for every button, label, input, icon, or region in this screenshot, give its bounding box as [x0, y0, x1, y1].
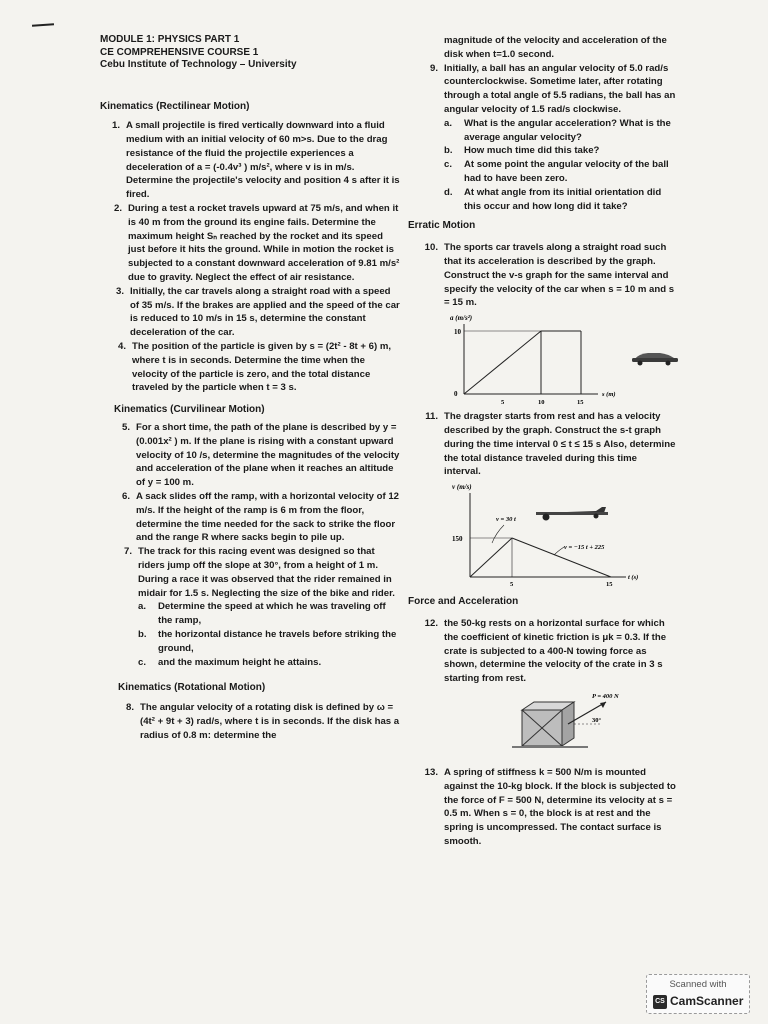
fig11-xtick: 15 [606, 581, 613, 589]
camscanner-watermark [646, 974, 750, 1014]
sub-letter: a. [444, 117, 453, 129]
sub-letter: c. [138, 656, 147, 668]
problem-12 [422, 617, 676, 686]
dragster-icon [536, 507, 608, 521]
problem-number: 4. [117, 341, 126, 353]
sub-text: How much time did this take? [464, 145, 600, 157]
problem-number: 6. [121, 491, 130, 503]
section-rotational: Kinematics (Rotational Motion) [118, 682, 266, 694]
problem-number: 1. [111, 120, 120, 132]
fig10-xlabel: s (m) [602, 391, 616, 399]
header-institution: Cebu Institute of Technology – University [100, 59, 297, 70]
figure-12-crate [508, 690, 676, 760]
fig11-xtick: 5 [510, 581, 514, 589]
fig10-xtick: 5 [501, 399, 505, 407]
problem-number: 5. [121, 422, 130, 434]
sub-letter: a. [138, 601, 147, 613]
problem-text: A sack slides off the ramp, with a horizontal velocity of 12 m/s. If the height of the ramp is 6 m from the floor, determine the time needed for the sack to strike the floor and the range R where sacks begin to pile up. [136, 491, 400, 544]
figure-10-acceleration-graph [446, 312, 676, 410]
header-course: CE COMPREHENSIVE COURSE 1 [100, 46, 259, 58]
problem-number: 13. [424, 766, 438, 778]
problem-9d [444, 186, 676, 214]
fig11-xlabel: t (s) [628, 574, 639, 582]
problem-text: For a short time, the path of the plane is described by y = (0.001x² ) m. If the plane is rising with a constant upward velocity of 10 /s, determine the magnitudes of the velocity and acceleration of the plane when it reaches an altitude of y = 100 m. [136, 422, 400, 489]
camscanner-logo-icon: CS [653, 995, 667, 1009]
fig11-eq1: v = 30 t [496, 516, 516, 524]
fig10-xtick: 10 [538, 399, 545, 407]
fig11-eq2: v = −15 t + 225 [564, 544, 605, 552]
section-erratic: Erratic Motion [408, 220, 476, 232]
fig12-svg [508, 690, 648, 760]
sub-text: and the maximum height he attains. [158, 656, 322, 668]
problem-number: 12. [424, 617, 438, 629]
problem-10 [422, 241, 676, 310]
problem-5 [114, 421, 400, 490]
fig11-ylabel: v (m/s) [452, 483, 472, 492]
problem-number: 11. [425, 411, 438, 423]
problem-text: During a test a rocket travels upward at 75 m/s, and when it is 40 m from the ground its engine fails. Determine the maximum height Sₙ reached by the rocket and its speed just before it hits the ground. While in motion the rocket is subjected to a constant downward acceleration of 9.81 m/s² due to gravity. Neglect the effect of air resistance. [128, 203, 400, 284]
problem-9 [422, 62, 676, 117]
sub-letter: b. [444, 145, 453, 157]
fig10-xtick: 15 [577, 399, 584, 407]
problem-text: Initially, a ball has an angular velocity of 5.0 rad/s counterclockwise. Sometime later, after rotating through a total angle of 5.5 radians, the ball has an angular velocity of 1.5 rad/s clockwise. [444, 62, 676, 115]
fig11-leader-1 [492, 525, 504, 543]
sub-text: At what angle from its initial orientation did this occur and how long did it take? [464, 186, 662, 212]
fig11-ytick: 150 [452, 535, 463, 544]
left-column [100, 34, 400, 743]
problem-number: 8. [125, 702, 134, 714]
watermark-scanned-text: Scanned with [669, 979, 727, 990]
problem-number: 2. [113, 203, 122, 215]
sub-letter: c. [444, 159, 453, 171]
fig10-origin: 0 [454, 390, 458, 399]
fig11-leader-2 [554, 547, 564, 555]
fig11-rising-line [470, 538, 512, 577]
problem-9a [444, 117, 676, 145]
problem-text: Initially, the car travels along a straight road with a speed of 35 m/s. If the brakes are applied and the speed of the car is reduced to 10 m/s in 15 s, determine the constant deceleration of the car. [130, 285, 400, 339]
problem-number: 10. [424, 242, 438, 254]
problem-7b [138, 628, 400, 656]
problem-text: The dragster starts from rest and has a velocity described by the graph. Construct the s-t graph during the time interval 0 ≤ t ≤ 15 s Also, determine the total distance traveled during this time interval. [444, 411, 676, 478]
fig10-svg [446, 312, 686, 410]
problem-text: The position of the particle is given by s = (2t² - 8t + 6) m, where t is in seconds. Determine the time when the velocity of the particle is zero, and the total distance traveled by the particle when t = 3 s. [132, 341, 392, 394]
section-force: Force and Acceleration [408, 596, 519, 608]
fig10-ylabel: a (m/s²) [450, 314, 473, 323]
crate-icon [522, 702, 574, 746]
sub-letter: b. [138, 628, 147, 640]
problem-text: A small projectile is fired vertically downward into a fluid medium with an initial velocity of 60 m>s. Due to the drag resistance of the fluid the projectile experiences a deceleration of a = (-0.4v³ ) m/s², where v is in m/s. Determine the projectile's velocity and position 4 s after it is fired. [126, 120, 400, 201]
problem-number: 7. [123, 546, 132, 558]
header-module: MODULE 1: PHYSICS PART 1 [100, 34, 240, 45]
problem-text: The track for this racing event was designed so that riders jump off the slope at 30°, from a height of 1 m. During a race it was observed that the rider remained in midair for 1.5 s. Neglecting the size of the bike and rider. [138, 546, 395, 599]
problem-7 [116, 545, 400, 600]
problem-4 [110, 340, 400, 395]
problem-text: The sports car travels along a straight road such that its acceleration is described by the graph. Construct the v-s graph for the same interval and specify the velocity of the car when s = 10 m and s = 15 m. [444, 242, 675, 309]
problem-9b [444, 144, 676, 158]
fig12-force-label: P = 400 N [592, 692, 619, 700]
sports-car-icon [632, 353, 678, 366]
scan-mark [32, 23, 54, 27]
problem-text: The angular velocity of a rotating disk is defined by ω = (4t² + 9t + 3) rad/s, where t is in seconds. If the disk has a radius of 0.8 m: determine the [140, 702, 400, 741]
problem-11 [422, 410, 676, 479]
problem-2 [106, 202, 400, 285]
problem-7c [138, 656, 400, 670]
problem-text: A spring of stiffness k = 500 N/m is mounted against the 10-kg block. If the block is subjected to the force of F = 500 N, determine its velocity at s = 0.5 m. When s = 0, the block is at rest and the spring is uncompressed. The contact surface is smooth. [444, 766, 676, 847]
fig11-svg [446, 481, 686, 593]
section-curvilinear: Kinematics (Curvilinear Motion) [114, 404, 265, 416]
right-column [408, 34, 676, 849]
problem-1 [104, 119, 400, 202]
watermark-brand: CamScanner [670, 994, 744, 1008]
sub-text: the horizontal distance he travels before striking the ground, [158, 628, 397, 654]
fig12-angle-label: 30° [592, 716, 602, 724]
problem-3 [108, 285, 400, 340]
problem-7a [138, 600, 400, 628]
figure-11-velocity-graph [446, 481, 676, 593]
problem-8 [118, 701, 400, 742]
sub-letter: d. [444, 186, 453, 198]
fig10-ytick: 10 [454, 328, 461, 337]
problem-8-continued: magnitude of the velocity and acceleration of the disk when t=1.0 second. [444, 35, 667, 60]
problem-9c [444, 158, 676, 186]
problem-number: 9. [429, 62, 438, 74]
problem-6 [114, 490, 400, 545]
sub-text: At some point the angular velocity of the ball had to have been zero. [464, 159, 669, 184]
problem-13 [422, 766, 676, 849]
sub-text: Determine the speed at which he was traveling off the ramp, [158, 601, 386, 627]
problem-number: 3. [115, 285, 124, 297]
section-rectilinear: Kinematics (Rectilinear Motion) [100, 100, 250, 112]
fig10-ramp-line [464, 331, 541, 394]
sub-text: What is the angular acceleration? What is the average angular velocity? [464, 117, 671, 143]
problem-text: the 50-kg rests on a horizontal surface for which the coefficient of kinetic friction is μk = 0.3. If the crate is subjected to a 400-N towing force as shown, determine the velocity of the crate in 3 s starting from rest. [444, 617, 667, 685]
